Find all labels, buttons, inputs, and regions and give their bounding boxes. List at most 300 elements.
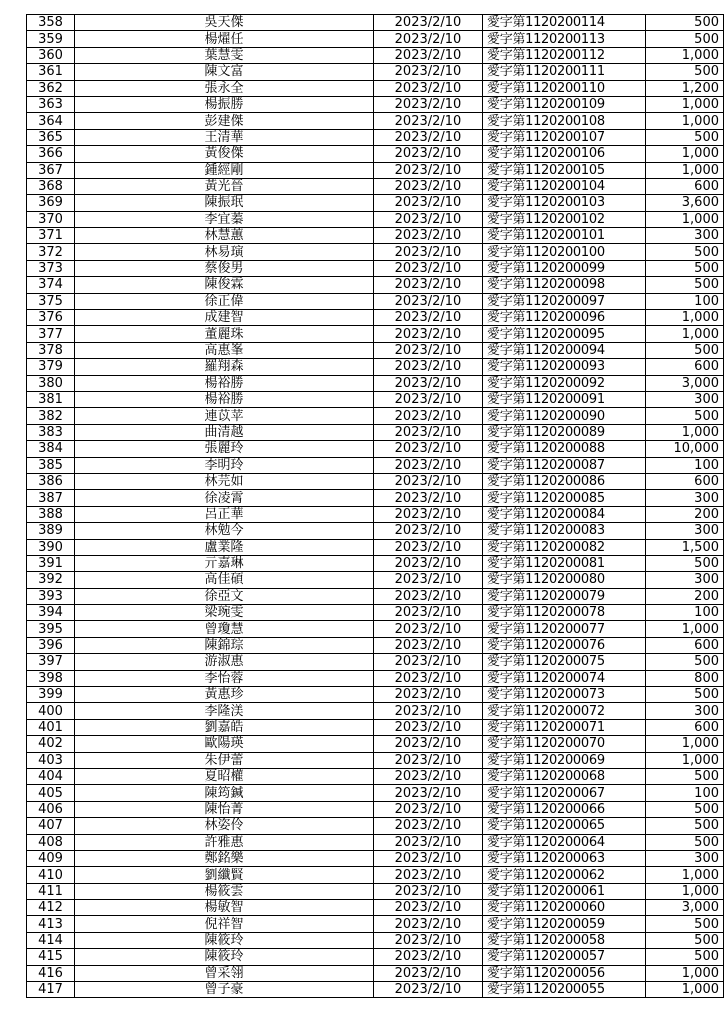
amount-cell: 500 [646, 949, 724, 965]
donor-name-cell: 徐亞文 [75, 588, 374, 604]
receipt-number-cell: 愛字第1120200071 [483, 719, 646, 735]
amount-cell: 10,000 [646, 441, 724, 457]
donation-date-cell: 2023/2/10 [374, 719, 483, 735]
donor-name-cell: 王清華 [75, 129, 374, 145]
receipt-number-cell: 愛字第1120200110 [483, 80, 646, 96]
amount-cell: 500 [646, 64, 724, 80]
amount-cell: 500 [646, 654, 724, 670]
receipt-number-cell: 愛字第1120200091 [483, 391, 646, 407]
donor-name-cell: 吳天傑 [75, 15, 374, 31]
receipt-number-cell: 愛字第1120200061 [483, 883, 646, 899]
row-number-cell: 403 [27, 752, 75, 768]
donation-date-cell: 2023/2/10 [374, 310, 483, 326]
table-row [27, 113, 724, 129]
receipt-number-cell: 愛字第1120200078 [483, 605, 646, 621]
donation-date-cell: 2023/2/10 [374, 900, 483, 916]
donor-name-cell: 陳筱玲 [75, 932, 374, 948]
amount-cell: 300 [646, 703, 724, 719]
row-number-cell: 387 [27, 490, 75, 506]
receipt-number-cell: 愛字第1120200087 [483, 457, 646, 473]
donor-name-cell: 夏昭權 [75, 768, 374, 784]
row-number-cell: 409 [27, 850, 75, 866]
donor-name-cell: 曲清越 [75, 424, 374, 440]
table-row [27, 96, 724, 112]
donor-name-cell: 倪祥智 [75, 916, 374, 932]
donor-name-cell: 陳振珉 [75, 195, 374, 211]
amount-cell: 100 [646, 293, 724, 309]
donor-name-cell: 曾瓊慧 [75, 621, 374, 637]
receipt-number-cell: 愛字第1120200102 [483, 211, 646, 227]
donor-name-cell: 高佳碩 [75, 572, 374, 588]
table-row [27, 867, 724, 883]
amount-cell: 100 [646, 785, 724, 801]
row-number-cell: 376 [27, 310, 75, 326]
table-row [27, 883, 724, 899]
table-row [27, 719, 724, 735]
amount-cell: 500 [646, 408, 724, 424]
row-number-cell: 358 [27, 15, 75, 31]
row-number-cell: 415 [27, 949, 75, 965]
amount-cell: 1,000 [646, 424, 724, 440]
row-number-cell: 388 [27, 506, 75, 522]
amount-cell: 600 [646, 719, 724, 735]
donor-name-cell: 李明玲 [75, 457, 374, 473]
donor-name-cell: 張永全 [75, 80, 374, 96]
table-row [27, 473, 724, 489]
donor-name-cell: 彭建傑 [75, 113, 374, 129]
row-number-cell: 408 [27, 834, 75, 850]
row-number-cell: 381 [27, 391, 75, 407]
donation-date-cell: 2023/2/10 [374, 785, 483, 801]
table-row [27, 555, 724, 571]
donor-name-cell: 亓嘉琳 [75, 555, 374, 571]
donation-date-cell: 2023/2/10 [374, 228, 483, 244]
donor-name-cell: 成建智 [75, 310, 374, 326]
table-row [27, 768, 724, 784]
receipt-number-cell: 愛字第1120200111 [483, 64, 646, 80]
donor-name-cell: 陳錦琮 [75, 637, 374, 653]
receipt-number-cell: 愛字第1120200072 [483, 703, 646, 719]
receipt-number-cell: 愛字第1120200059 [483, 916, 646, 932]
row-number-cell: 390 [27, 539, 75, 555]
receipt-number-cell: 愛字第1120200075 [483, 654, 646, 670]
donor-name-cell: 陳文富 [75, 64, 374, 80]
row-number-cell: 380 [27, 375, 75, 391]
row-number-cell: 378 [27, 342, 75, 358]
donor-name-cell: 楊裕勝 [75, 391, 374, 407]
donor-name-cell: 陳俊霖 [75, 277, 374, 293]
receipt-number-cell: 愛字第1120200069 [483, 752, 646, 768]
table-row [27, 260, 724, 276]
donation-date-cell: 2023/2/10 [374, 572, 483, 588]
table-row [27, 736, 724, 752]
amount-cell: 500 [646, 801, 724, 817]
amount-cell: 1,000 [646, 621, 724, 637]
amount-cell: 3,000 [646, 900, 724, 916]
row-number-cell: 373 [27, 260, 75, 276]
donation-date-cell: 2023/2/10 [374, 523, 483, 539]
amount-cell: 500 [646, 818, 724, 834]
amount-cell: 600 [646, 359, 724, 375]
row-number-cell: 377 [27, 326, 75, 342]
amount-cell: 500 [646, 555, 724, 571]
table-row [27, 162, 724, 178]
row-number-cell: 366 [27, 146, 75, 162]
receipt-number-cell: 愛字第1120200090 [483, 408, 646, 424]
row-number-cell: 397 [27, 654, 75, 670]
donation-date-cell: 2023/2/10 [374, 441, 483, 457]
donation-date-cell: 2023/2/10 [374, 162, 483, 178]
donation-table [26, 14, 724, 998]
amount-cell: 500 [646, 244, 724, 260]
receipt-number-cell: 愛字第1120200088 [483, 441, 646, 457]
receipt-number-cell: 愛字第1120200055 [483, 982, 646, 998]
donation-date-cell: 2023/2/10 [374, 359, 483, 375]
donation-date-cell: 2023/2/10 [374, 195, 483, 211]
donor-name-cell: 曾子豪 [75, 982, 374, 998]
receipt-number-cell: 愛字第1120200106 [483, 146, 646, 162]
donation-date-cell: 2023/2/10 [374, 31, 483, 47]
table-row [27, 703, 724, 719]
table-row [27, 293, 724, 309]
receipt-number-cell: 愛字第1120200056 [483, 965, 646, 981]
amount-cell: 300 [646, 228, 724, 244]
table-row [27, 982, 724, 998]
row-number-cell: 375 [27, 293, 75, 309]
donation-date-cell: 2023/2/10 [374, 211, 483, 227]
receipt-number-cell: 愛字第1120200063 [483, 850, 646, 866]
donor-name-cell: 梁琬雯 [75, 605, 374, 621]
row-number-cell: 361 [27, 64, 75, 80]
amount-cell: 1,000 [646, 211, 724, 227]
receipt-number-cell: 愛字第1120200112 [483, 47, 646, 63]
receipt-number-cell: 愛字第1120200081 [483, 555, 646, 571]
donation-date-cell: 2023/2/10 [374, 703, 483, 719]
row-number-cell: 399 [27, 687, 75, 703]
donor-name-cell: 黃俊傑 [75, 146, 374, 162]
donor-name-cell: 劉纖賢 [75, 867, 374, 883]
receipt-number-cell: 愛字第1120200092 [483, 375, 646, 391]
row-number-cell: 362 [27, 80, 75, 96]
receipt-number-cell: 愛字第1120200086 [483, 473, 646, 489]
donor-name-cell: 李隆渼 [75, 703, 374, 719]
row-number-cell: 374 [27, 277, 75, 293]
donation-date-cell: 2023/2/10 [374, 64, 483, 80]
amount-cell: 1,200 [646, 80, 724, 96]
donation-date-cell: 2023/2/10 [374, 949, 483, 965]
donor-name-cell: 林芫如 [75, 473, 374, 489]
table-row [27, 178, 724, 194]
table-row [27, 129, 724, 145]
donor-name-cell: 游淑惠 [75, 654, 374, 670]
donor-name-cell: 葉慧雯 [75, 47, 374, 63]
donation-date-cell: 2023/2/10 [374, 982, 483, 998]
donation-date-cell: 2023/2/10 [374, 637, 483, 653]
receipt-number-cell: 愛字第1120200103 [483, 195, 646, 211]
donor-name-cell: 黃惠珍 [75, 687, 374, 703]
donation-date-cell: 2023/2/10 [374, 555, 483, 571]
row-number-cell: 385 [27, 457, 75, 473]
donation-date-cell: 2023/2/10 [374, 605, 483, 621]
donation-date-cell: 2023/2/10 [374, 736, 483, 752]
table-row [27, 326, 724, 342]
row-number-cell: 379 [27, 359, 75, 375]
donation-date-cell: 2023/2/10 [374, 342, 483, 358]
donor-name-cell: 徐正偉 [75, 293, 374, 309]
row-number-cell: 417 [27, 982, 75, 998]
donor-name-cell: 林姿伶 [75, 818, 374, 834]
table-row [27, 146, 724, 162]
table-row [27, 31, 724, 47]
row-number-cell: 395 [27, 621, 75, 637]
donor-name-cell: 連苡苹 [75, 408, 374, 424]
amount-cell: 100 [646, 605, 724, 621]
donation-date-cell: 2023/2/10 [374, 293, 483, 309]
row-number-cell: 393 [27, 588, 75, 604]
donation-date-cell: 2023/2/10 [374, 883, 483, 899]
amount-cell: 1,500 [646, 539, 724, 555]
donor-name-cell: 曾采翎 [75, 965, 374, 981]
receipt-number-cell: 愛字第1120200085 [483, 490, 646, 506]
table-row [27, 605, 724, 621]
table-row [27, 965, 724, 981]
receipt-number-cell: 愛字第1120200101 [483, 228, 646, 244]
table-row [27, 637, 724, 653]
table-row [27, 801, 724, 817]
donation-date-cell: 2023/2/10 [374, 15, 483, 31]
amount-cell: 300 [646, 391, 724, 407]
donation-date-cell: 2023/2/10 [374, 375, 483, 391]
receipt-number-cell: 愛字第1120200080 [483, 572, 646, 588]
donation-date-cell: 2023/2/10 [374, 178, 483, 194]
donation-date-cell: 2023/2/10 [374, 588, 483, 604]
receipt-number-cell: 愛字第1120200076 [483, 637, 646, 653]
amount-cell: 1,000 [646, 982, 724, 998]
receipt-number-cell: 愛字第1120200109 [483, 96, 646, 112]
amount-cell: 1,000 [646, 326, 724, 342]
donor-name-cell: 楊敏智 [75, 900, 374, 916]
receipt-number-cell: 愛字第1120200108 [483, 113, 646, 129]
row-number-cell: 410 [27, 867, 75, 883]
receipt-number-cell: 愛字第1120200098 [483, 277, 646, 293]
donor-name-cell: 劉嘉皓 [75, 719, 374, 735]
table-row [27, 506, 724, 522]
amount-cell: 3,600 [646, 195, 724, 211]
amount-cell: 500 [646, 260, 724, 276]
table-row [27, 342, 724, 358]
table-row [27, 785, 724, 801]
donation-date-cell: 2023/2/10 [374, 818, 483, 834]
receipt-number-cell: 愛字第1120200100 [483, 244, 646, 260]
receipt-number-cell: 愛字第1120200099 [483, 260, 646, 276]
donor-name-cell: 楊燿任 [75, 31, 374, 47]
receipt-number-cell: 愛字第1120200097 [483, 293, 646, 309]
receipt-number-cell: 愛字第1120200104 [483, 178, 646, 194]
row-number-cell: 382 [27, 408, 75, 424]
row-number-cell: 407 [27, 818, 75, 834]
receipt-number-cell: 愛字第1120200089 [483, 424, 646, 440]
receipt-number-cell: 愛字第1120200105 [483, 162, 646, 178]
donation-date-cell: 2023/2/10 [374, 916, 483, 932]
amount-cell: 1,000 [646, 113, 724, 129]
receipt-number-cell: 愛字第1120200082 [483, 539, 646, 555]
donation-date-cell: 2023/2/10 [374, 47, 483, 63]
table-row [27, 932, 724, 948]
row-number-cell: 400 [27, 703, 75, 719]
donor-name-cell: 楊裕勝 [75, 375, 374, 391]
table-row [27, 457, 724, 473]
amount-cell: 500 [646, 687, 724, 703]
receipt-number-cell: 愛字第1120200058 [483, 932, 646, 948]
receipt-number-cell: 愛字第1120200093 [483, 359, 646, 375]
donor-name-cell: 許雅惠 [75, 834, 374, 850]
amount-cell: 1,000 [646, 310, 724, 326]
table-row [27, 834, 724, 850]
amount-cell: 800 [646, 670, 724, 686]
donation-date-cell: 2023/2/10 [374, 621, 483, 637]
table-row [27, 441, 724, 457]
row-number-cell: 389 [27, 523, 75, 539]
donor-name-cell: 羅翔森 [75, 359, 374, 375]
row-number-cell: 416 [27, 965, 75, 981]
row-number-cell: 372 [27, 244, 75, 260]
table-row [27, 900, 724, 916]
donor-name-cell: 李宜蓁 [75, 211, 374, 227]
donor-name-cell: 呂正華 [75, 506, 374, 522]
receipt-number-cell: 愛字第1120200074 [483, 670, 646, 686]
donation-date-cell: 2023/2/10 [374, 932, 483, 948]
row-number-cell: 391 [27, 555, 75, 571]
amount-cell: 500 [646, 342, 724, 358]
table-row [27, 359, 724, 375]
amount-cell: 1,000 [646, 162, 724, 178]
donation-date-cell: 2023/2/10 [374, 408, 483, 424]
donation-date-cell: 2023/2/10 [374, 801, 483, 817]
donation-date-cell: 2023/2/10 [374, 850, 483, 866]
amount-cell: 500 [646, 932, 724, 948]
donation-date-cell: 2023/2/10 [374, 473, 483, 489]
donation-date-cell: 2023/2/10 [374, 391, 483, 407]
receipt-number-cell: 愛字第1120200096 [483, 310, 646, 326]
donation-date-cell: 2023/2/10 [374, 96, 483, 112]
donation-date-cell: 2023/2/10 [374, 654, 483, 670]
row-number-cell: 369 [27, 195, 75, 211]
amount-cell: 1,000 [646, 146, 724, 162]
amount-cell: 600 [646, 637, 724, 653]
amount-cell: 1,000 [646, 867, 724, 883]
receipt-number-cell: 愛字第1120200073 [483, 687, 646, 703]
donor-name-cell: 林慧蕙 [75, 228, 374, 244]
receipt-number-cell: 愛字第1120200084 [483, 506, 646, 522]
row-number-cell: 401 [27, 719, 75, 735]
donation-date-cell: 2023/2/10 [374, 244, 483, 260]
table-row [27, 391, 724, 407]
amount-cell: 500 [646, 768, 724, 784]
amount-cell: 100 [646, 457, 724, 473]
donor-name-cell: 李怡蓉 [75, 670, 374, 686]
donor-name-cell: 蔡俊男 [75, 260, 374, 276]
donation-date-cell: 2023/2/10 [374, 129, 483, 145]
table-row [27, 539, 724, 555]
row-number-cell: 411 [27, 883, 75, 899]
donor-name-cell: 鍾經剛 [75, 162, 374, 178]
receipt-number-cell: 愛字第1120200107 [483, 129, 646, 145]
donor-name-cell: 林易璌 [75, 244, 374, 260]
table-row [27, 244, 724, 260]
donation-date-cell: 2023/2/10 [374, 326, 483, 342]
amount-cell: 500 [646, 15, 724, 31]
table-row [27, 621, 724, 637]
table-row [27, 424, 724, 440]
donor-name-cell: 林勉今 [75, 523, 374, 539]
donor-name-cell: 鄭銘樂 [75, 850, 374, 866]
amount-cell: 1,000 [646, 965, 724, 981]
amount-cell: 500 [646, 129, 724, 145]
table-row [27, 588, 724, 604]
row-number-cell: 414 [27, 932, 75, 948]
receipt-number-cell: 愛字第1120200095 [483, 326, 646, 342]
donor-name-cell: 朱伊蕾 [75, 752, 374, 768]
receipt-number-cell: 愛字第1120200066 [483, 801, 646, 817]
table-row [27, 80, 724, 96]
table-row [27, 752, 724, 768]
donation-date-cell: 2023/2/10 [374, 506, 483, 522]
row-number-cell: 364 [27, 113, 75, 129]
donation-date-cell: 2023/2/10 [374, 752, 483, 768]
receipt-number-cell: 愛字第1120200114 [483, 15, 646, 31]
table-row [27, 47, 724, 63]
receipt-number-cell: 愛字第1120200077 [483, 621, 646, 637]
amount-cell: 500 [646, 31, 724, 47]
row-number-cell: 402 [27, 736, 75, 752]
table-row [27, 375, 724, 391]
receipt-number-cell: 愛字第1120200068 [483, 768, 646, 784]
amount-cell: 1,000 [646, 47, 724, 63]
donor-name-cell: 張麗玲 [75, 441, 374, 457]
row-number-cell: 360 [27, 47, 75, 63]
table-row [27, 523, 724, 539]
receipt-number-cell: 愛字第1120200060 [483, 900, 646, 916]
amount-cell: 1,000 [646, 96, 724, 112]
donation-date-cell: 2023/2/10 [374, 260, 483, 276]
amount-cell: 3,000 [646, 375, 724, 391]
row-number-cell: 363 [27, 96, 75, 112]
table-row [27, 228, 724, 244]
row-number-cell: 368 [27, 178, 75, 194]
amount-cell: 300 [646, 572, 724, 588]
amount-cell: 600 [646, 473, 724, 489]
donor-name-cell: 盧業隆 [75, 539, 374, 555]
table-row [27, 949, 724, 965]
row-number-cell: 383 [27, 424, 75, 440]
donation-date-cell: 2023/2/10 [374, 457, 483, 473]
receipt-number-cell: 愛字第1120200083 [483, 523, 646, 539]
receipt-number-cell: 愛字第1120200064 [483, 834, 646, 850]
table-row [27, 310, 724, 326]
row-number-cell: 405 [27, 785, 75, 801]
receipt-number-cell: 愛字第1120200065 [483, 818, 646, 834]
row-number-cell: 386 [27, 473, 75, 489]
donation-date-cell: 2023/2/10 [374, 687, 483, 703]
table-row [27, 670, 724, 686]
table-row [27, 818, 724, 834]
donation-date-cell: 2023/2/10 [374, 965, 483, 981]
row-number-cell: 394 [27, 605, 75, 621]
donation-table-body [27, 15, 724, 998]
donor-name-cell: 董麗珠 [75, 326, 374, 342]
row-number-cell: 412 [27, 900, 75, 916]
row-number-cell: 413 [27, 916, 75, 932]
